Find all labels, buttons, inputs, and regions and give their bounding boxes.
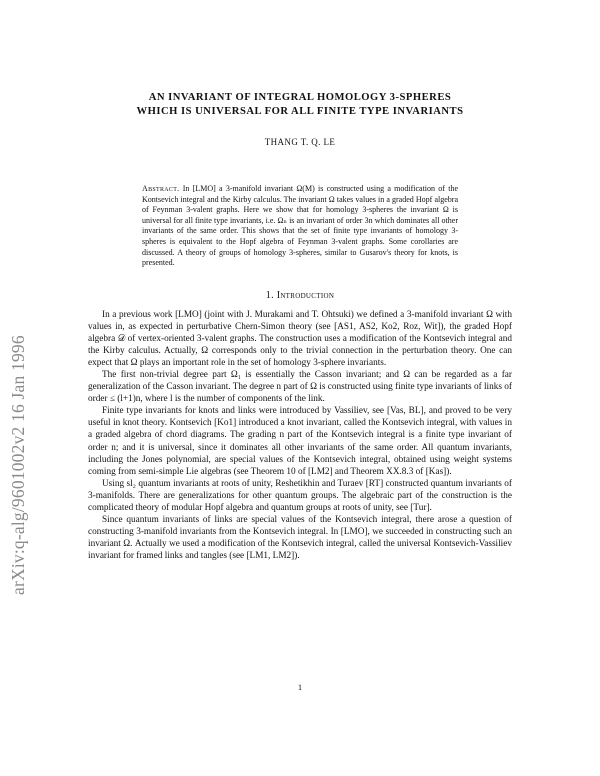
body-paragraph-3: Finite type invariants for knots and links were introduced by Vassiliev, see [Vas, BL], and proved to be very useful in knot theory. Kontsevich [Ko1] introduced a knot invariant, called the Kontsevich integral, with values in a graded algebra of chord diagrams. The grading n part of the Kontsevich integral is a finite type invariant of order n; and it is universal, since it dominates all other invariants of the same order. All quantum invariants, including the Jones polynomial, are special values of the Kontsevich integral, obtained using weight systems coming from semi-simple Lie algebras (see Theorem 10 of [LM2] and Theorem XX.8.3 of [Kas]). [88,406,512,477]
paper-title [60,91,540,119]
body-paragraph-4: Using sl₂ quantum invariants at roots of unity, Reshetikhin and Turaev [RT] constructed quantum invariants of 3-manifolds. There are generalizations for other quantum groups. The algebraic part of the construction is the complicated theory of modular Hopf algebra and quantum groups at roots of unity, see [Tur]. [88,478,512,513]
arxiv-identifier-text: arXiv:q-alg/9601002v2 16 Jan 1996 [8,335,28,595]
body-paragraph-1: In a previous work [LMO] (joint with J. Murakami and T. Ohtsuki) we defined a 3-manifold invariant Ω with values in, as expected in perturbative Chern-Simon theory (see [AS1, AS2, Ko2, Roz, Wit]), the graded Hopf algebra 𝒟 of vertex-oriented 3-valent graphs. The construction uses a modification of the Kontsevich integral and the Kirby calculus. Actually, Ω corresponds only to the trivial connection in the perturbation theory. One can expect that Ω plays an important role in the set of homology 3-sphere invariants. [88,310,512,369]
paper-title-line-2: WHICH IS UNIVERSAL FOR ALL FINITE TYPE INVARIANTS [136,106,464,117]
abstract-text: In [LMO] a 3-manifold invariant Ω(M) is constructed using a modification of the Kontsevich integral and the Kirby calculus. The invariant Ω takes values in a graded Hopf algebra of Feynman 3-valent graphs. Here we show that for homology 3-spheres the invariant Ω is universal for all finite type invariants, i.e. Ωₙ is an invariant of order 3n which dominates all other invariants of the same order. This shows that the set of finite type invariants of homology 3-spheres is equivalent to the Hopf algebra of Feynman 3-valent graphs. Some corollaries are discussed. A theory of groups of homology 3-spheres, similar to Gusarov's theory for knots, is presented. [142,184,458,268]
abstract [142,184,458,269]
paper-title-line-1: AN INVARIANT OF INTEGRAL HOMOLOGY 3-SPHERES [148,92,452,103]
abstract-label: Abstract. [142,184,180,193]
author-name: THANG T. Q. LE [264,137,336,147]
body-paragraph-5: Since quantum invariants of links are special values of the Kontsevich integral, there arose a question of constructing 3-manifold invariants from the Kontsevich integral. In [LMO], we succeeded in constructing such an invariant Ω. Actually we used a modification of the Kontsevich integral, called the universal Kontsevich-Vassiliev invariant for framed links and tangles (see [LM1, LM2]). [88,514,512,561]
introduction-body [88,309,512,562]
page-number: 1 [297,682,303,692]
section-heading-introduction: 1. Introduction [265,290,335,301]
body-paragraph-2: The first non-trivial degree part Ω₁ is essentially the Casson invariant; and Ω can be regarded as a far generalization of the Casson invariant. The degree n part of Ω is constructed using finite type invariants of links of order ≤ (l+1)n, where l is the number of components of the link. [88,370,512,405]
